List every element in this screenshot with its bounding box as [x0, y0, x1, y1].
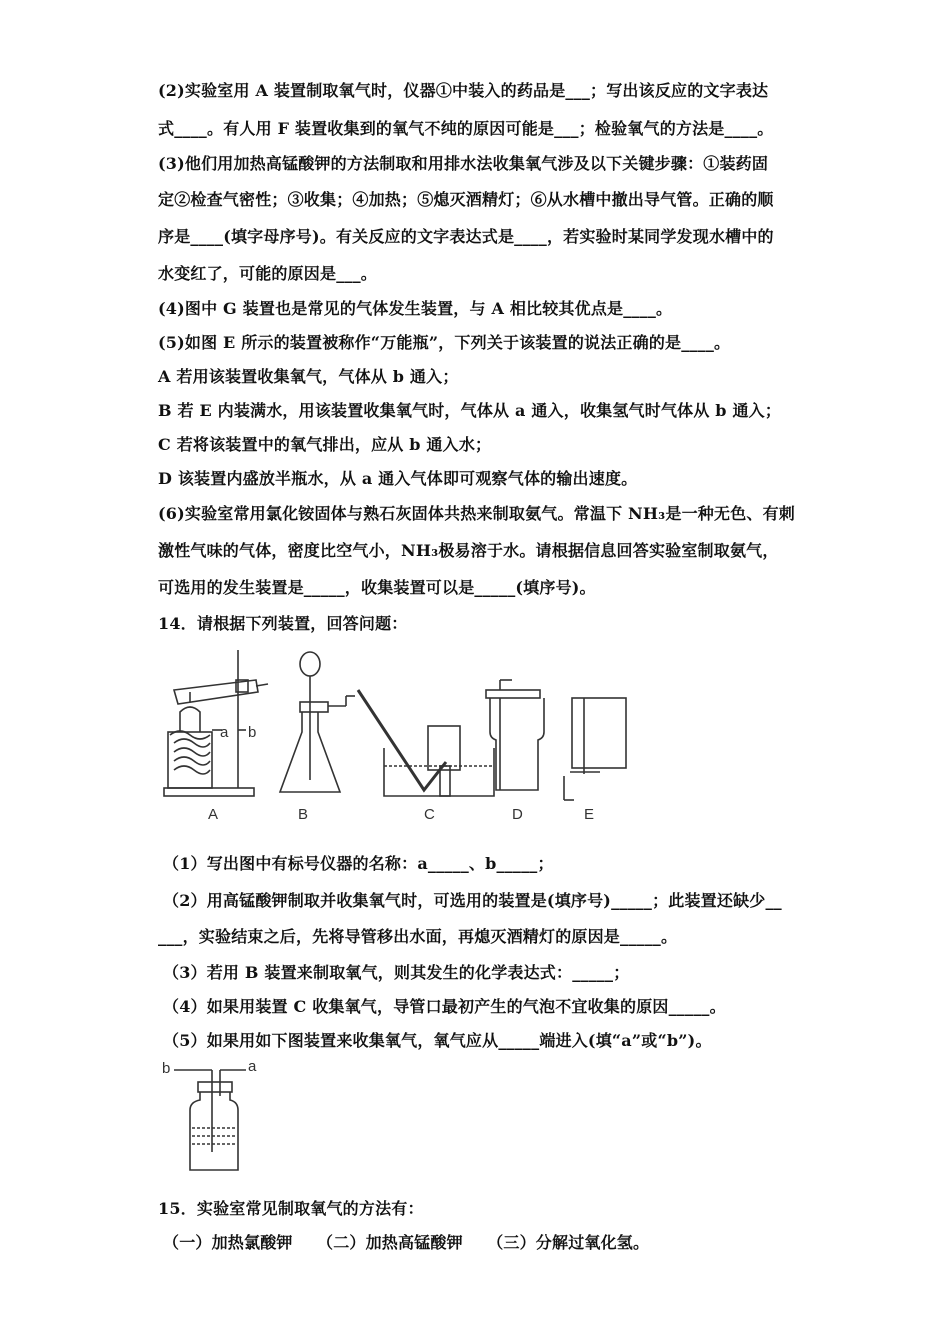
apparatus-figure: [160, 640, 630, 830]
label-b: b: [162, 1060, 171, 1077]
text-line: （1）写出图中有标号仪器的名称：a_____、b_____；: [163, 854, 554, 873]
text-line: （3）若用 B 装置来制取氧气，则其发生的化学表达式：_____；: [163, 963, 630, 982]
apparatus-e: [564, 698, 626, 800]
text-line: （2）用高锰酸钾制取并收集氧气时，可选用的装置是(填序号)_____；此装置还缺少__: [163, 891, 782, 910]
text-line: （一）加热氯酸钾 （二）加热高锰酸钾 （三）分解过氧化氢。: [163, 1233, 650, 1252]
question-14-heading: 14．请根据下列装置，回答问题：: [158, 614, 408, 633]
label-a: a: [220, 724, 229, 741]
text-line: 定②检查气密性；③收集；④加热；⑤熄灭酒精灯；⑥从水槽中撤出导气管。正确的顺: [158, 190, 774, 209]
caption-b: B: [298, 806, 309, 823]
text-line: A 若用该装置收集氧气，气体从 b 通入；: [158, 367, 459, 386]
text-line: ___，实验结束之后，先将导管移出水面，再熄灭酒精灯的原因是_____。: [158, 927, 678, 946]
text-line: 序是____(填字母序号)。有关反应的文字表达式是____，若实验时某同学发现水槽中的: [158, 227, 774, 246]
apparatus-c: [358, 690, 494, 796]
text-line: (5)如图 E 所示的装置被称作“万能瓶”，下列关于该装置的说法正确的是____。: [158, 333, 731, 352]
text-line: 激性气味的气体，密度比空气小，NH₃极易溶于水。请根据信息回答实验室制取氨气，: [158, 541, 779, 560]
text-line: (3)他们用加热高锰酸钾的方法制取和用排水法收集氧气涉及以下关键步骤：①装药固: [158, 154, 769, 173]
caption-e: E: [584, 806, 595, 823]
text-line: (6)实验室常用氯化铵固体与熟石灰固体共热来制取氨气。常温下 NH₃是一种无色、有刺: [158, 504, 795, 523]
gas-bottle-figure: [160, 1060, 270, 1175]
caption-d: D: [512, 806, 523, 823]
text-line: C 若将该装置中的氧气排出，应从 b 通入水；: [158, 435, 492, 454]
label-b: b: [248, 724, 257, 741]
caption-c: C: [424, 806, 435, 823]
text-line: 式____。有人用 F 装置收集到的氧气不纯的原因可能是___；检验氧气的方法是____。: [158, 119, 774, 138]
label-a: a: [248, 1058, 257, 1075]
text-line: (2)实验室用 A 装置制取氧气时，仪器①中装入的药品是___；写出该反应的文字表达: [158, 81, 769, 100]
apparatus-a: [164, 650, 268, 796]
text-line: (4)图中 G 装置也是常见的气体发生装置，与 A 相比较其优点是____。: [158, 299, 673, 318]
text-line: （4）如果用装置 C 收集氧气，导管口最初产生的气泡不宜收集的原因_____。: [163, 997, 726, 1016]
text-line: D 该装置内盛放半瓶水，从 a 通入气体即可观察气体的输出速度。: [158, 469, 638, 488]
text-line: B 若 E 内装满水，用该装置收集氧气时，气体从 a 通入，收集氢气时气体从 b 通入；: [158, 401, 782, 420]
apparatus-b: [280, 652, 355, 792]
caption-a: A: [208, 806, 219, 823]
text-line: （5）如果用如下图装置来收集氧气，氧气应从_____端进入(填“a”或“b”)。: [163, 1031, 712, 1050]
text-line: 水变红了，可能的原因是___。: [158, 264, 378, 283]
text-line: 可选用的发生装置是_____，收集装置可以是_____(填序号)。: [158, 578, 596, 597]
question-15-heading: 15．实验室常见制取氧气的方法有：: [158, 1199, 424, 1218]
